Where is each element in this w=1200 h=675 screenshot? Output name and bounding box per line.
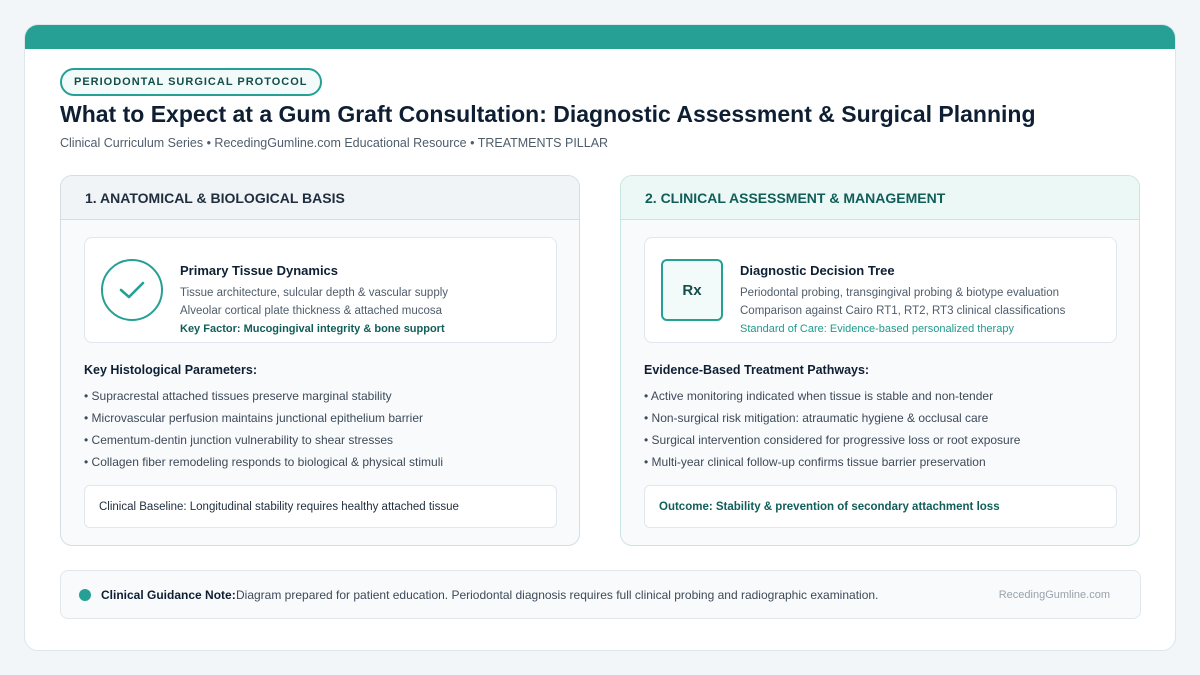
card-key-factor: Key Factor: Mucogingival integrity & bone support	[180, 323, 445, 335]
list-item: • Collagen fiber remodeling responds to biological & physical stimuli	[84, 455, 444, 469]
card-standard-of-care: Standard of Care: Evidence-based personalized therapy	[740, 323, 1014, 335]
card-title: Diagnostic Decision Tree	[740, 263, 895, 278]
primary-tissue-card	[84, 237, 557, 343]
clinical-assessment-panel	[620, 175, 1140, 546]
list-item: • Non-surgical risk mitigation: atraumatic hygiene & occlusal care	[644, 411, 989, 425]
pathway-list	[644, 385, 1020, 473]
top-accent-bar	[25, 25, 1175, 49]
page-title: What to Expect at a Gum Graft Consultation: Diagnostic Assessment & Surgical Planning	[60, 101, 1036, 127]
rx-icon: Rx	[661, 259, 723, 321]
section-title: Evidence-Based Treatment Pathways:	[644, 363, 870, 377]
checkmark-icon	[101, 259, 163, 321]
card-line: Comparison against Cairo RT1, RT2, RT3 clinical classifications	[740, 305, 1066, 317]
note-text: Diagram prepared for patient education. Periodontal diagnosis requires full clinical probing and radiographic examination.	[236, 588, 879, 602]
note-label: Clinical Guidance Note:	[101, 588, 236, 602]
section-title: Key Histological Parameters:	[84, 363, 257, 377]
card-line: Tissue architecture, sulcular depth & vascular supply	[180, 287, 449, 299]
list-item: • Microvascular perfusion maintains junctional epithelium barrier	[84, 411, 424, 425]
anatomical-basis-panel	[60, 175, 580, 546]
list-item: • Active monitoring indicated when tissue is stable and non-tender	[644, 389, 994, 403]
list-item: • Surgical intervention considered for progressive loss or root exposure	[644, 433, 1021, 447]
brand-watermark: RecedingGumline.com	[998, 589, 1110, 601]
guidance-note	[60, 570, 1141, 619]
list-item: • Multi-year clinical follow-up confirms tissue barrier preservation	[644, 455, 986, 469]
protocol-badge: PERIODONTAL SURGICAL PROTOCOL	[60, 68, 322, 96]
list-item: • Cementum-dentin junction vulnerability to shear stresses	[84, 433, 394, 447]
card-line: Alveolar cortical plate thickness & attached mucosa	[180, 305, 443, 317]
parameter-list	[84, 385, 443, 473]
slide-frame	[24, 24, 1176, 651]
clinical-baseline-box: Clinical Baseline: Longitudinal stability requires healthy attached tissue	[84, 485, 557, 528]
page-subtitle: Clinical Curriculum Series • RecedingGumline.com Educational Resource • TREATMENTS PILLAR	[60, 136, 609, 150]
decision-tree-card	[644, 237, 1117, 343]
bullet-dot-icon	[79, 589, 91, 601]
card-line: Periodontal probing, transgingival probing & biotype evaluation	[740, 287, 1060, 299]
panel-heading: 1. ANATOMICAL & BIOLOGICAL BASIS	[61, 176, 579, 220]
card-title: Primary Tissue Dynamics	[180, 263, 339, 278]
list-item: • Supracrestal attached tissues preserve marginal stability	[84, 389, 392, 403]
outcome-box: Outcome: Stability & prevention of secondary attachment loss	[644, 485, 1117, 528]
panel-heading: 2. CLINICAL ASSESSMENT & MANAGEMENT	[621, 176, 1139, 220]
